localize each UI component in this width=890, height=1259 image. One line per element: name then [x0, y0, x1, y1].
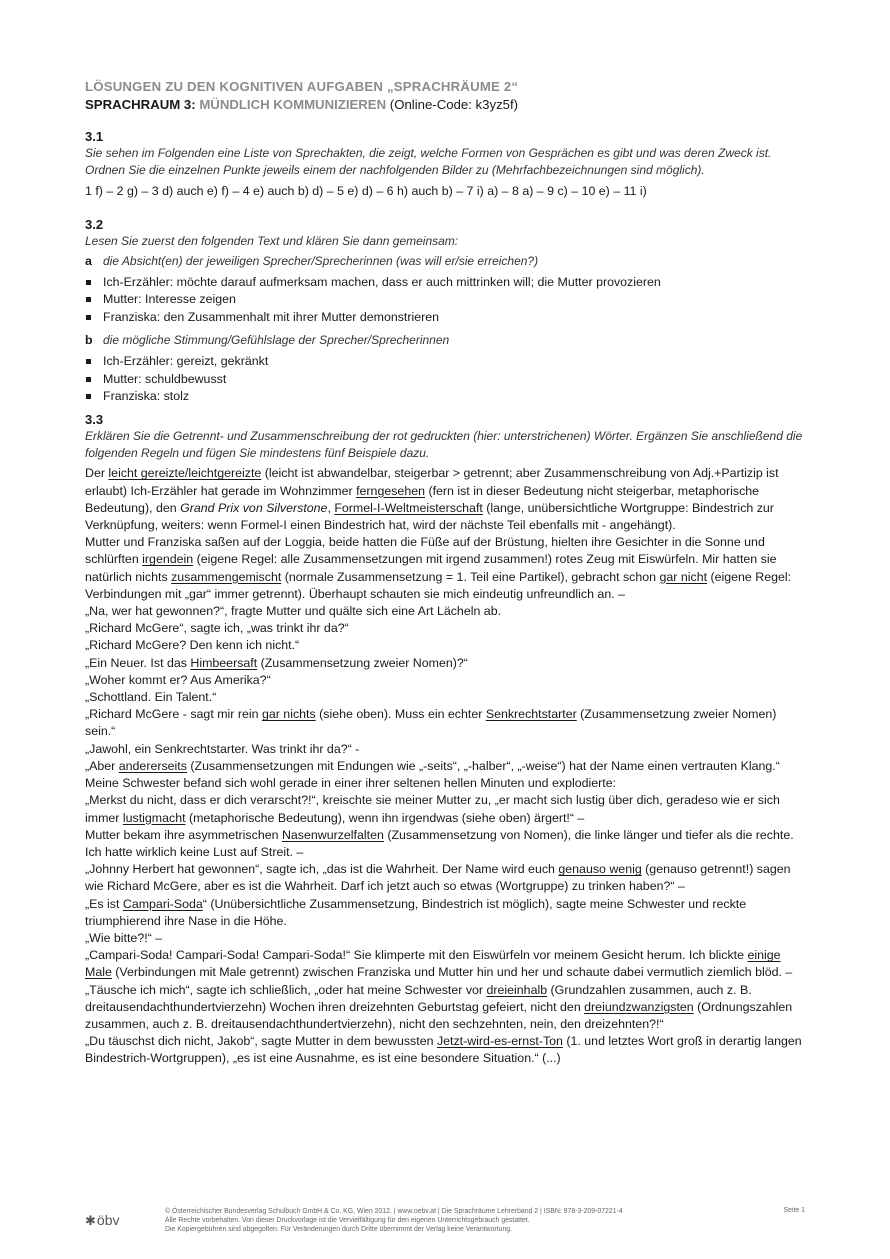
subtask-a-label: a [85, 254, 92, 268]
underlined-word: Formel-I-Weltmeisterschaft [334, 500, 483, 515]
story-text [85, 465, 805, 1067]
section-3-3-heading: 3.3 [85, 412, 104, 428]
text-run: (leicht ist abwandelbar, steigerbar > getrennt; aber Zusammenschreibung von Adj.+Partizip ist erlaubt) Ich-Erzähler hat gerade im Wohnzimmer [85, 466, 779, 498]
text-run: „Es ist [85, 896, 123, 911]
legal-notice [165, 1207, 725, 1235]
subtask-b-list [85, 353, 805, 405]
text-run: (1. und letztes Wort groß in derartig langen Bindestrich-Wortgruppen), „es ist eine Ausnahme, es ist eine besondere Situation.“ (...) [85, 1034, 802, 1066]
story-paragraph [85, 775, 805, 792]
text-run: „Woher kommt er? Aus Amerika?“ [85, 672, 271, 687]
section-3-3-instruction: Erklären Sie die Getrennt- und Zusammenschreibung der rot gedruckten (hier: unterstrichenen) Wörter. Ergänzen Sie anschließend die folgenden Regeln und fügen Sie mindestens fünf Beispiele dazu. [85, 429, 803, 461]
text-run: (Grundzahlen zusammen, auch z. B. dreitausendachthundertvierzehn) Wochen ihren dreizehnten Geburtstag gefeiert, nicht den [85, 982, 752, 1014]
list-item: Ich-Erzähler: möchte darauf aufmerksam machen, dass er auch mittrinken will; die Mutter provozieren [85, 274, 805, 291]
story-paragraph [85, 603, 805, 620]
text-run: (Zusammensetzungen mit Endungen wie „-seits“, „-halber“, „-weise“) hat der Name einen vertrauten Klang.“ [186, 758, 780, 773]
text-run: (eigene Regel: Verbindungen mit „gar“ immer getrennt). Überhaupt schauten sie mich eindeutig unfreundlich an. – [85, 569, 792, 601]
text-run: „Johnny Herbert hat gewonnen“, sagte ich, „das ist die Wahrheit. Der Name wird euch [85, 862, 559, 877]
text-run: Meine Schwester befand sich wohl gerade in einer ihrer seltenen hellen Minuten und explodierte: [85, 776, 617, 791]
star-icon: ✱ [85, 1213, 94, 1228]
story-paragraph [85, 689, 805, 706]
story-paragraph [85, 620, 805, 637]
story-paragraph [85, 465, 805, 534]
text-run: „Richard McGere“, sagte ich, „was trinkt ihr da?“ [85, 621, 349, 636]
text-run: (lange, unübersichtliche Wortgruppe: Bindestrich zur Verknüpfung, weiters: wenn Formel-I einen Bindestrich hat, wird der nächste Teil ebenfalls mit - angehängt). [85, 500, 774, 533]
underlined-word: ferngesehen [356, 483, 425, 498]
text-run: (Zusammensetzung zweier Nomen)?“ [257, 655, 468, 670]
underlined-word: andererseits [118, 758, 187, 773]
text-run: Mutter und Franziska saßen auf der Loggia, beide hatten die Füße auf der Brüstung, hielten ihre Gesichter in die Sonne und schlürften [85, 535, 765, 567]
legal-line: Alle Rechte vorbehalten. Von dieser Druckvorlage ist die Vervielfältigung für den eigenen Unterrichtsgebrauch gestattet. [165, 1217, 530, 1225]
text-run: „Campari-Soda! Campari-Soda! Campari-Soda!“ Sie klimperte mit den Eiswürfeln vor meinem Gesicht herum. Ich blickte [85, 948, 748, 963]
story-paragraph [85, 861, 805, 895]
story-paragraph [85, 758, 805, 775]
legal-line: © Österreichischer Bundesverlag Schulbuch GmbH & Co. KG, Wien 2012. | www.oebv.at | Die Sprachräume Lehrerband 2 | ISBN: 978-3-209-07221-4 [165, 1208, 623, 1215]
story-paragraph [85, 947, 805, 981]
text-run: „Du täuschst dich nicht, Jakob“, sagte Mutter in dem bewussten [85, 1034, 437, 1049]
underlined-word: gar nichts [261, 707, 316, 722]
subtask-b-text: die mögliche Stimmung/Gefühlslage der Sprecher/Sprecherinnen [103, 333, 450, 348]
underlined-word: irgendein [142, 552, 194, 567]
underlined-word: Campari-Soda [122, 896, 203, 911]
underlined-word: leicht gereizte/leichtgereizte [108, 466, 262, 481]
text-run: „Täusche ich mich“, sagte ich schließlich, „oder hat meine Schwester vor [85, 982, 487, 997]
page-content [85, 78, 805, 1068]
text-run: “ (Unübersichtliche Zusammensetzung, Bindestrich ist möglich), sagte meine Schwester und reckte triumphierend ihre Nase in die Höhe. [85, 896, 747, 928]
section-3-2-instruction: Lesen Sie zuerst den folgenden Text und klären Sie dann gemeinsam: [85, 234, 459, 248]
logo-text: öbv [96, 1212, 120, 1228]
text-run: (Zusammensetzung von Nomen), die linke länger und tiefer als die rechte. Ich hatte wirklich keine Lust auf Streit. – [85, 827, 794, 859]
text-run: (siehe oben). Muss ein echter [315, 707, 486, 722]
footer [85, 1207, 805, 1241]
subtask-a-list [85, 274, 805, 326]
subtask-a-text: die Absicht(en) der jeweiligen Sprecher/Sprecherinnen (was will er/sie erreichen?) [103, 254, 539, 268]
underlined-word: einige Male [85, 948, 781, 980]
story-paragraph [85, 534, 805, 603]
legal-line: Die Kopiergebühren sind abgegolten. Für Veränderungen durch Dritte übernimmt der Verlag keine Verantwortung. [165, 1226, 513, 1234]
story-paragraph [85, 827, 805, 861]
online-code: (Online-Code: k3yz5f) [389, 97, 519, 112]
section-3-1-instruction: Sie sehen im Folgenden eine Liste von Sprechakten, die zeigt, welche Formen von Gesprächen es gibt und was deren Zweck ist. Ordnen Sie die einzelnen Punkte jeweils einem der nachfolgenden Bilder zu (Mehrfachbezeichnungen sind möglich). [85, 146, 772, 177]
text-run: „Schottland. Ein Talent.“ [85, 690, 217, 705]
list-item: Franziska: stolz [85, 388, 805, 405]
story-paragraph [85, 1033, 805, 1067]
story-paragraph [85, 792, 805, 826]
underlined-word: Senkrechtstarter [485, 707, 577, 722]
underlined-word: Nasenwurzelfalten [281, 827, 384, 842]
section-3-2-heading: 3.2 [85, 217, 104, 232]
list-item: Mutter: Interesse zeigen [85, 291, 805, 308]
text-run: Mutter bekam ihre asymmetrischen [85, 827, 282, 842]
underlined-word: Himbeersaft [190, 655, 258, 670]
list-item: Mutter: schuldbewusst [85, 371, 805, 388]
underlined-word: dreiundzwanzigsten [584, 999, 694, 1014]
subtask-b-label: b [85, 333, 93, 348]
text-run: „Richard McGere? Den kenn ich nicht.“ [85, 638, 300, 653]
italic-title: Grand Prix von Silverstone [180, 500, 328, 515]
story-paragraph [85, 672, 805, 689]
text-run: „Aber [85, 758, 119, 773]
publisher-logo [85, 1212, 119, 1229]
subtask-a [85, 253, 805, 270]
text-run: „Merkst du nicht, dass er dich verarscht?!“, kreischte sie meiner Mutter zu, „er macht sich lustig über dich, geradeso wie er sich immer [85, 793, 780, 825]
text-run: „Richard McGere - sagt mir rein [85, 707, 262, 722]
underlined-word: dreieinhalb [486, 982, 548, 997]
list-item: Franziska: den Zusammenhalt mit ihrer Mutter demonstrieren [85, 309, 805, 326]
underlined-word: Jetzt-wird-es-ernst-Ton [436, 1034, 563, 1049]
subtitle-sprachraum: SPRACHRAUM 3: [85, 97, 196, 112]
document-title: LÖSUNGEN ZU DEN KOGNITIVEN AUFGABEN „SPRACHRÄUME 2“ [85, 79, 519, 94]
story-paragraph [85, 896, 805, 930]
text-run: (fern ist in dieser Bedeutung nicht steigerbar, metaphorische Bedeutung), den [85, 483, 760, 515]
text-run: „Jawohl, ein Senkrechtstarter. Was trinkt ihr da?“ - [85, 741, 360, 756]
underlined-word: genauso wenig [558, 862, 642, 877]
text-run: (Ordnungszahlen zusammen, auch z. B. dreitausendachthundertvierzehn), nicht den sechzehnten, nein, den dreizehnten?!“ [85, 999, 793, 1031]
list-item: Ich-Erzähler: gereizt, gekränkt [85, 353, 805, 370]
page-number: Seite 1 [783, 1207, 805, 1214]
story-paragraph [85, 741, 805, 758]
story-paragraph [85, 982, 805, 1034]
story-paragraph [85, 637, 805, 654]
text-run: „Na, wer hat gewonnen?“, fragte Mutter und quälte sich eine Art Lächeln ab. [85, 604, 502, 619]
text-run: (Zusammensetzung zweier Nomen) sein.“ [85, 707, 777, 739]
text-run: Der [85, 466, 109, 481]
document-subtitle [85, 96, 805, 114]
underlined-word: gar nicht [659, 569, 708, 584]
story-paragraph [85, 706, 805, 740]
text-run: „Ein Neuer. Ist das [85, 655, 191, 670]
underlined-word: lustigmacht [122, 810, 186, 825]
story-paragraph [85, 930, 805, 947]
section-3-1-answer: 1 f) – 2 g) – 3 d) auch e) f) – 4 e) auch b) d) – 5 e) d) – 6 h) auch b) – 7 i) a) – 8 a) – 9 c) – 10 e) – 11 i) [85, 184, 647, 198]
text-run: „Wie bitte?!“ – [85, 930, 163, 945]
text-run: , [327, 500, 335, 515]
text-run: (metaphorische Bedeutung), wenn ihn irgendwas (siehe oben) ärgert!“ – [185, 810, 585, 825]
text-run: (Verbindungen mit Male getrennt) zwischen Franziska und Mutter hin und her und schaute dabei vermutlich ziemlich blöd. – [111, 965, 793, 980]
text-run: (eigene Regel: alle Zusammensetzungen mit irgend zusammen!) rotes Zeug mit Eiswürfeln. Mir hatten sie natürlich nichts [85, 552, 777, 584]
story-paragraph [85, 655, 805, 672]
section-3-1-heading: 3.1 [85, 129, 104, 144]
subtask-b [85, 332, 805, 349]
subtitle-topic: MÜNDLICH KOMMUNIZIEREN [199, 97, 387, 112]
text-run: (normale Zusammensetzung = 1. Teil eine Partikel), gebracht schon [281, 569, 660, 584]
underlined-word: zusammengemischt [171, 569, 282, 584]
text-run: (genauso getrennt!) sagen wie Richard McGere, aber es ist die Wahrheit. Darf ich jetzt auch so etwas (Wortgruppe) zu trinken haben?“ – [85, 862, 791, 894]
